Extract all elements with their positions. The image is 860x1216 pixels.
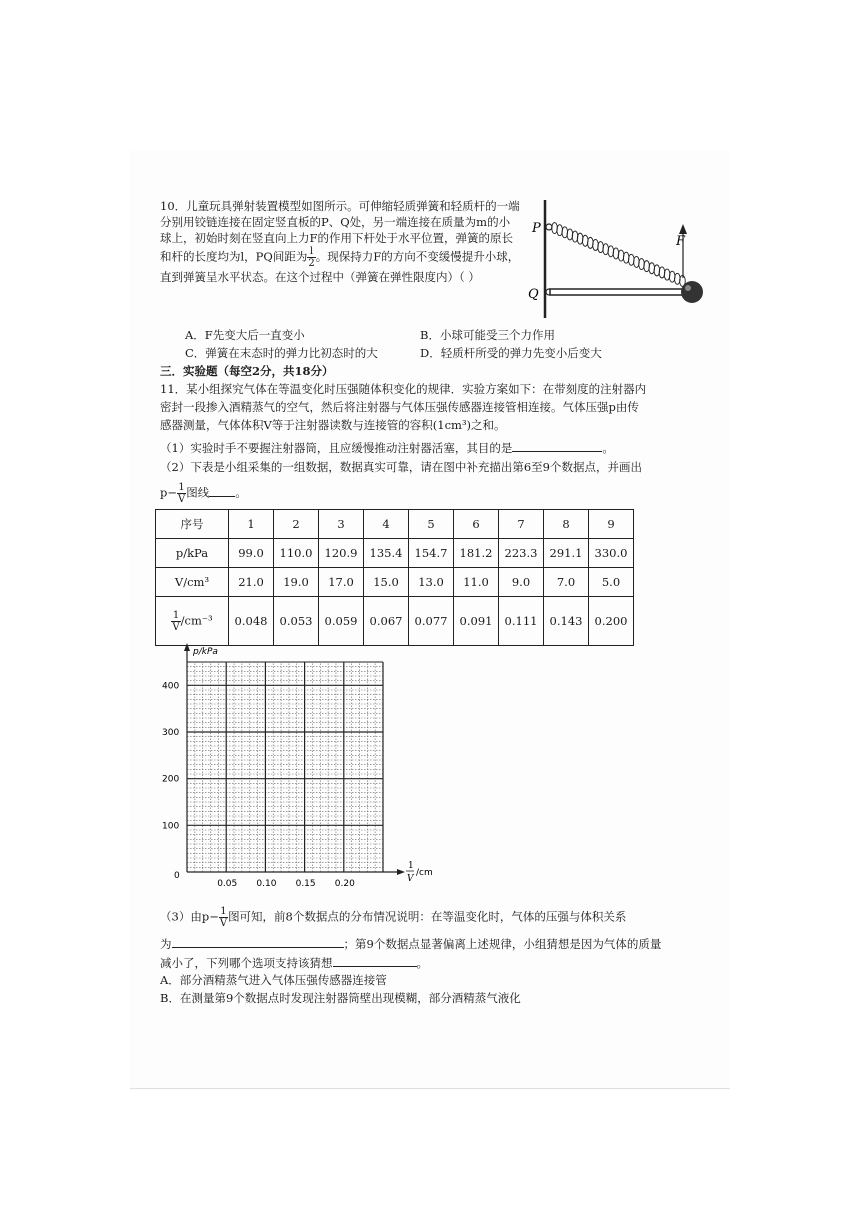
y-tick-labels — [162, 681, 179, 831]
table-cell: 1 — [229, 510, 274, 539]
answer-blank-4[interactable] — [333, 954, 417, 967]
spring — [552, 223, 685, 287]
q10-text-part2: 。现保持力F的方向不变缓慢提升小球，直到弹簧呈水平状态。在这个过程中（弹簧在弹性限度内）（ ） — [160, 249, 520, 284]
q11-sub3-e: 减小了，下列哪个选项支持该猜想 — [160, 956, 333, 970]
q11-sub2b-end: 。 — [235, 485, 247, 500]
ball-highlight — [685, 285, 691, 291]
x-tick-label: 0.10 — [256, 879, 277, 889]
q11-line3: 感器测量，气体体积V等于注射器读数与连接管的容积(1cm³)之和。 — [160, 418, 506, 432]
x-label-den: V — [407, 874, 414, 884]
x-label-num: 1 — [408, 861, 414, 871]
label-f: F — [676, 234, 686, 249]
q10-text-part1: 10．儿童玩具弹射装置模型如图所示。可伸缩轻质弹簧和轻质杆的一端分别用铰链连接在固定竖直板的P、Q处，另一端连接在质量为m的小球上，初始时刻在竖直向上力F的作用下杆处于水平位置，弹簧的原长和杆的长度均为l，PQ间距为 — [160, 199, 520, 264]
table-cell: 99.0 — [229, 539, 274, 568]
q11-sub2: （2）下表是小组采集的一组数据，数据真实可靠，请在图中补充描出第6至9个数据点，并画出 — [160, 460, 642, 474]
table-cell: 8 — [544, 510, 589, 539]
q11-sub3-num: 1 — [220, 906, 227, 917]
x-tick-label: 0.05 — [217, 879, 238, 889]
q11-sub3-a: （3）由 — [160, 909, 202, 924]
minor-grid — [187, 662, 383, 872]
label-q: Q — [528, 287, 539, 302]
x-label-unit: /cm — [416, 868, 433, 878]
table-cell: 330.0 — [589, 539, 634, 568]
q10-option-c: C．弹簧在末态时的弹力比初态时的大 — [185, 346, 378, 360]
q11-line1: 11．某小组探究气体在等温变化时压强随体积变化的规律．实验方案如下：在带刻度的注射器内 — [160, 382, 647, 396]
table-cell: 11.0 — [454, 568, 499, 597]
answer-blank-3[interactable] — [172, 935, 344, 948]
force-arrowhead — [679, 224, 687, 234]
q10-fraction — [307, 246, 315, 269]
table-row — [156, 510, 634, 539]
p-invV-grid-chart — [150, 640, 450, 890]
q11-sub3-b: 图可知，前8个数据点的分布情况说明：在等温变化时，气体的压强与体积关系 — [228, 909, 627, 924]
table-cell: 0.067 — [364, 597, 409, 646]
answer-blank-1[interactable] — [512, 439, 602, 452]
q11-sub3-den: V — [219, 918, 228, 929]
q11-sub3-pre: p− — [201, 909, 219, 924]
table-cell: 223.3 — [499, 539, 544, 568]
table-cell: 2 — [274, 510, 319, 539]
table-cell: 3 — [319, 510, 364, 539]
q11-sub2b — [160, 482, 247, 505]
answer-blank-2[interactable] — [209, 484, 235, 497]
q11-sub3-d: ；第9个数据点显著偏离上述规律，小组猜想是因为气体的质量 — [343, 937, 662, 951]
major-grid — [187, 662, 383, 872]
table-cell: 0.143 — [544, 597, 589, 646]
table-cell: 181.2 — [454, 539, 499, 568]
q11-sub1-end: 。 — [602, 441, 614, 455]
q11-sub1-text: （1）实验时手不要握注射器筒，且应缓慢推动注射器活塞，其目的是 — [160, 441, 513, 455]
row-header-index: 序号 — [156, 510, 229, 539]
inverse-volume-num: 1 — [172, 609, 180, 621]
y-axis-arrow — [184, 643, 190, 651]
table-cell: 7.0 — [544, 568, 589, 597]
y-tick-label: 100 — [162, 821, 180, 832]
table-cell: 15.0 — [364, 568, 409, 597]
q11-sub3-line1 — [160, 906, 626, 929]
table-cell: 0.059 — [319, 597, 364, 646]
table-cell: 5 — [409, 510, 454, 539]
q11-sub3-c: 为 — [160, 937, 172, 951]
table-cell: 9 — [589, 510, 634, 539]
table-cell: 0.111 — [499, 597, 544, 646]
q10-frac-den: 2 — [308, 258, 315, 269]
table-row — [156, 597, 634, 646]
inverse-volume-den: V — [172, 621, 180, 633]
question-10-text — [160, 198, 520, 285]
light-rod — [550, 289, 684, 295]
table-cell: 17.0 — [319, 568, 364, 597]
q10-frac-num: l — [307, 246, 315, 258]
q10-option-a: A．F先变大后一直变小 — [185, 328, 305, 342]
table-cell: 6 — [454, 510, 499, 539]
table-row — [156, 539, 634, 568]
data-table — [155, 509, 634, 646]
q11-option-a: A．部分酒精蒸气进入气体压强传感器连接管 — [160, 973, 387, 987]
label-p: P — [532, 221, 541, 236]
q11-line2: 密封一段掺入酒精蒸气的空气，然后将注射器与气体压强传感器连接管相连接。气体压强p由传 — [160, 400, 639, 414]
spring-rod-figure — [520, 190, 720, 320]
table-cell: 5.0 — [589, 568, 634, 597]
q10-option-d: D．轻质杆所受的弹力先变小后变大 — [420, 346, 602, 360]
x-tick-label: 0.20 — [334, 879, 355, 889]
inverse-volume-unit: /cm⁻³ — [180, 613, 213, 627]
table-cell: 13.0 — [409, 568, 454, 597]
q10-option-b: B．小球可能受三个力作用 — [420, 328, 555, 342]
table-cell: 135.4 — [364, 539, 409, 568]
table-cell: 4 — [364, 510, 409, 539]
x-tick-labels — [217, 879, 355, 889]
q11-sub3-e-end: 。 — [416, 956, 428, 970]
row-header-inverse-volume — [156, 597, 229, 646]
table-cell: 19.0 — [274, 568, 319, 597]
table-cell: 7 — [499, 510, 544, 539]
q11-sub3-frac — [219, 906, 228, 929]
table-row — [156, 568, 634, 597]
q11-sub2b-num: 1 — [178, 482, 185, 493]
ball — [681, 281, 703, 303]
y-tick-label: 300 — [162, 728, 180, 738]
q11-sub2b-pre: p− — [160, 485, 177, 500]
table-cell: 0.077 — [409, 597, 454, 646]
table-cell: 154.7 — [409, 539, 454, 568]
q11-sub2b-frac — [177, 482, 186, 505]
table-cell: 120.9 — [319, 539, 364, 568]
inverse-volume-frac — [171, 610, 180, 633]
q11-sub3-line2 — [160, 935, 661, 952]
row-header-volume: V/cm³ — [156, 568, 229, 597]
x-axis-arrow — [397, 869, 405, 875]
origin-label: 0 — [174, 871, 180, 881]
table-cell: 110.0 — [274, 539, 319, 568]
q11-sub1 — [160, 439, 614, 456]
y-axis-label: p/kPa — [193, 647, 218, 657]
hinge-p — [546, 224, 552, 230]
y-tick-label: 200 — [162, 774, 180, 785]
table-cell: 21.0 — [229, 568, 274, 597]
table-cell: 0.200 — [589, 597, 634, 646]
y-tick-label: 400 — [162, 681, 180, 692]
x-tick-label: 0.15 — [295, 879, 316, 889]
q11-sub2b-post: 图线 — [186, 485, 210, 500]
q11-sub3-line3 — [160, 954, 428, 971]
q11-sub2b-den: V — [178, 494, 186, 505]
table-cell: 0.091 — [454, 597, 499, 646]
section-3-title: 三．实验题（每空2分，共18分） — [160, 364, 334, 378]
row-header-pressure: p/kPa — [156, 539, 229, 568]
table-cell: 0.053 — [274, 597, 319, 646]
table-cell: 0.048 — [229, 597, 274, 646]
table-cell: 9.0 — [499, 568, 544, 597]
q11-option-b: B．在测量第9个数据点时发现注射器筒壁出现模糊，部分酒精蒸气液化 — [160, 991, 521, 1005]
page-edge — [130, 1088, 730, 1089]
table-cell: 291.1 — [544, 539, 589, 568]
